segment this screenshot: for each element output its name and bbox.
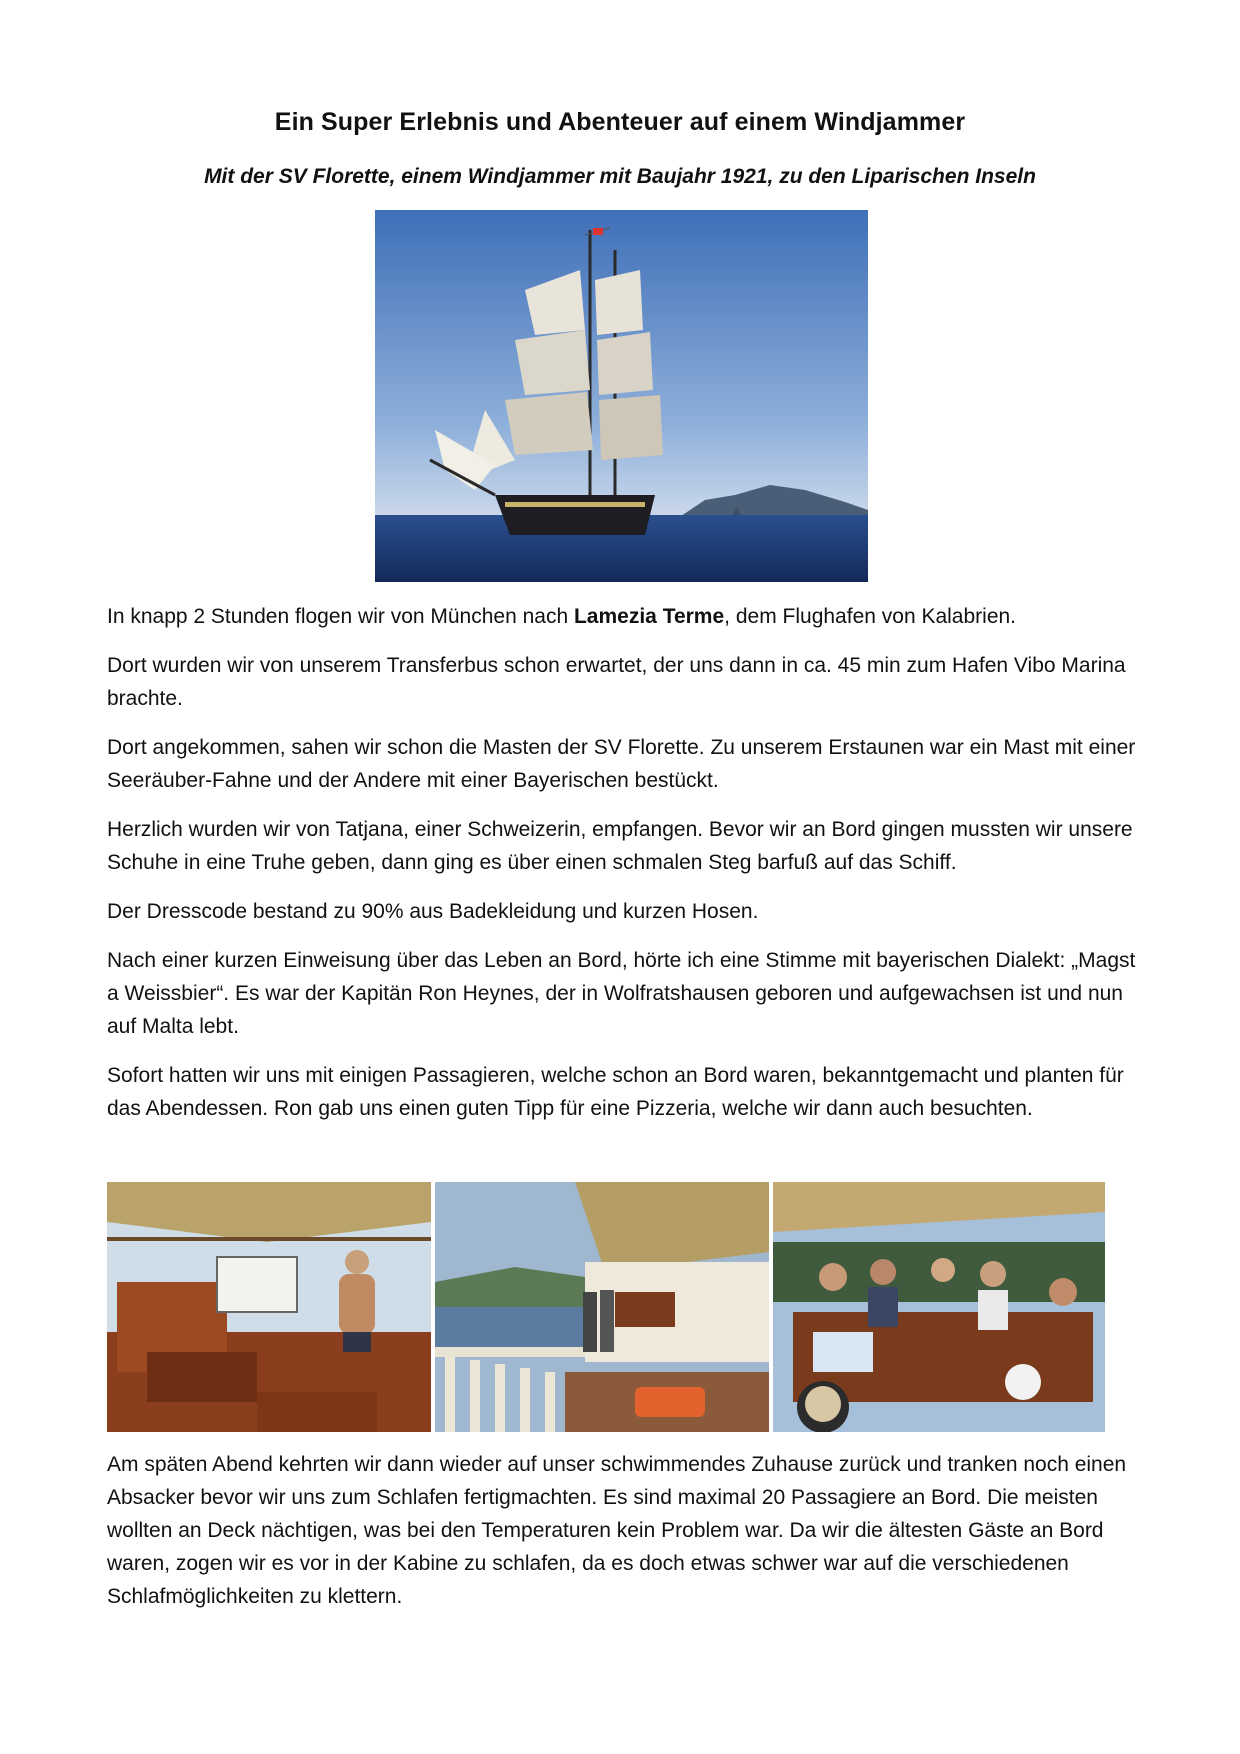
document-subtitle: Mit der SV Florette, einem Windjammer mit Baujahr 1921, zu den Liparischen Inseln — [204, 165, 1036, 188]
paragraph-text: In knapp 2 Stunden flogen wir von München nach — [107, 605, 574, 628]
paragraph-arrival: Dort angekommen, sahen wir schon die Masten der SV Florette. Zu unserem Erstaunen war ein Mast mit einer Seeräuber-Fahne und der Andere mit einer Bayerischen bestückt. — [107, 736, 1136, 792]
body-text — [107, 600, 1137, 1141]
paragraph-text: , dem Flughafen von Kalabrien. — [724, 605, 1017, 628]
paragraph-passengers: Sofort hatten wir uns mit einigen Passagieren, welche schon an Bord waren, bekanntgemacht und planten für das Abendessen. Ron gab uns einen guten Tipp für eine Pizzeria, welche wir dann auch besuchten. — [107, 1064, 1124, 1120]
paragraph-flight — [107, 600, 1137, 633]
bold-place-name: Lamezia Terme — [573, 605, 725, 628]
paragraph-dresscode: Der Dresscode bestand zu 90% aus Badekleidung und kurzen Hosen. — [107, 900, 759, 923]
photo-deck-railing — [435, 1182, 769, 1432]
photo-dinner-on-deck — [773, 1182, 1105, 1432]
document-title: Ein Super Erlebnis und Abenteuer auf einem Windjammer — [274, 108, 966, 136]
photo-captain-at-helm — [107, 1182, 431, 1432]
paragraph-captain: Nach einer kurzen Einweisung über das Leben an Bord, hörte ich eine Stimme mit bayerischen Dialekt: „Magst a Weissbier“. Es war der Kapitän Ron Heynes, der in Wolfratshausen geboren und aufgewachsen ist und nun auf Malta lebt. — [107, 949, 1136, 1038]
paragraph-transfer: Dort wurden wir von unserem Transferbus schon erwartet, der uns dann in ca. 45 min zum Hafen Vibo Marina brachte. — [107, 654, 1126, 710]
paragraph-night: Am späten Abend kehrten wir dann wieder auf unser schwimmendes Zuhause zurück und tranken noch einen Absacker bevor wir uns zum Schlafen fertigmachten. Es sind maximal 20 Passagiere an Bord. Die meisten wollten an Deck nächtigen, was bei den Temperaturen kein Problem war. Da wir die ältesten Gäste an Bord waren, zogen wir es vor in der Kabine zu schlafen, da es doch etwas schwer war auf die verschiedenen Schlafmöglichkeiten zu klettern. — [107, 1453, 1127, 1608]
body-text-bottom — [107, 1448, 1137, 1629]
hero-photo-tall-ship — [375, 210, 868, 582]
photo-row — [107, 1182, 1107, 1432]
paragraph-welcome: Herzlich wurden wir von Tatjana, einer Schweizerin, empfangen. Bevor wir an Bord gingen mussten wir unsere Schuhe in eine Truhe geben, dann ging es über einen schmalen Steg barfuß auf das Schiff. — [107, 818, 1133, 874]
